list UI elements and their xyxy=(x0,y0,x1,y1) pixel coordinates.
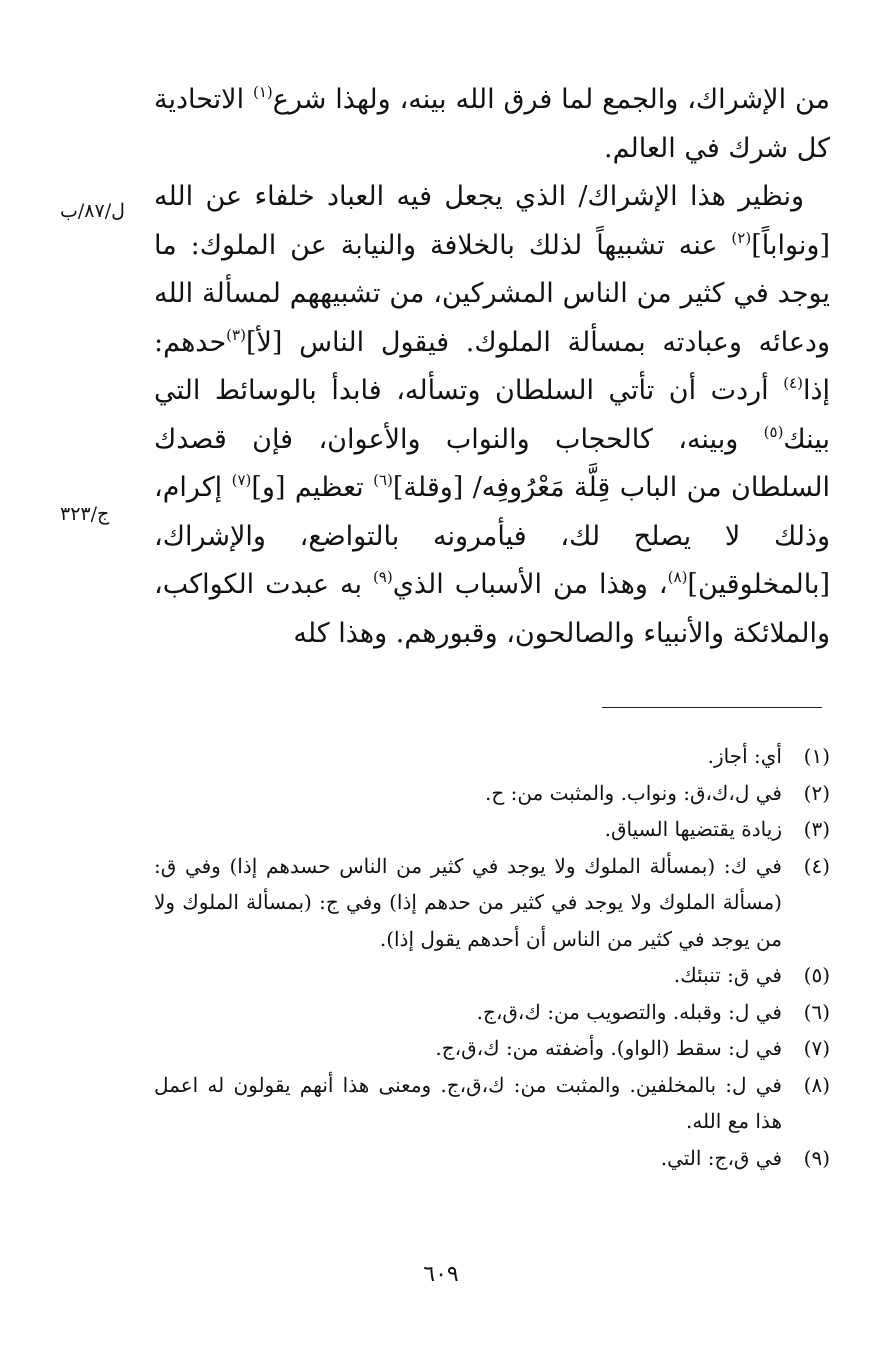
paragraph-2-text-b: عنه تشبيهاً لذلك بالخلافة والنيابة عن الملوك: ما يوجد في كثير من الناس المشركين، من تشبيههم لمسألة الله ودعائه وعبادته بمسألة الملوك. فيقول الناس [لأ] xyxy=(154,229,830,358)
footnote-marker-8[interactable]: (٨) xyxy=(667,568,688,586)
footnote-number: (٩) xyxy=(803,1145,830,1170)
footnote-separator xyxy=(602,707,822,708)
footnote-text: أي: أجاز. xyxy=(707,744,782,768)
footnote-item xyxy=(154,957,830,994)
footnote-number: (٣) xyxy=(803,817,830,841)
footnote-marker-6[interactable]: (٦) xyxy=(373,471,393,489)
footnote-item xyxy=(154,775,830,812)
footnote-item xyxy=(154,1140,830,1177)
footnote-number: (٧) xyxy=(803,1036,830,1060)
footnote-number: (٨) xyxy=(803,1072,830,1097)
footnote-item xyxy=(154,738,830,775)
paragraph-2-text-h: ، وهذا من الأسباب الذي xyxy=(392,569,668,600)
footnote-marker-1[interactable]: (١) xyxy=(252,83,273,101)
paragraph-2-text-i: به عبدت الكواكب، والملائكة والأنبياء والصالحون، وقبورهم. وهذا كله xyxy=(154,569,830,649)
footnote-text: في ك: (بمسألة الملوك ولا يوجد في كثير من الناس حسدهم إذا) وفي ق: (مسألة الملوك ولا يوجد في كثير من حدهم إذا) وفي ج: (بمسألة الملوك ولا من يوجد في كثير من الناس أن أحدهم يقول إذا). xyxy=(154,853,782,951)
footnote-number: (٤) xyxy=(803,853,830,878)
paragraph-2-text-a: ونظير هذا الإشراك/ الذي يجعل فيه العباد خلفاء عن الله [ونواباً] xyxy=(154,181,830,261)
paragraph-2-text-d: أردت أن تأتي السلطان وتسأله، فابدأ بالوسائط التي بينك xyxy=(154,375,830,455)
footnote-text: في ق،ج: التي. xyxy=(660,1145,782,1170)
margin-reference-manuscript-j: ج/٣٢٣ xyxy=(60,503,110,525)
main-text xyxy=(154,76,830,658)
paragraph-2-text-g: إكرام، وذلك لا يصلح لك، فيأمرونه بالتواضع، والإشراك، [بالمخلوقين] xyxy=(154,472,830,600)
footnote-item xyxy=(154,994,830,1031)
footnote-marker-4[interactable]: (٤) xyxy=(783,374,803,392)
paragraph-2-text-e: وبينه، كالحجاب والنواب والأعوان، فإن قصدك السلطان من الباب قِلَّة مَعْرُوفِه/ [وقلة] xyxy=(154,423,831,503)
footnote-number: (١) xyxy=(803,744,830,768)
footnote-text: زيادة يقتضيها السياق. xyxy=(604,817,782,841)
footnote-marker-2[interactable]: (٢) xyxy=(731,228,752,247)
footnote-number: (٦) xyxy=(803,999,830,1024)
paragraph-2 xyxy=(154,173,830,658)
footnote-number: (٥) xyxy=(803,963,830,987)
footnote-item xyxy=(154,811,830,848)
page-number: ٦٠٩ xyxy=(423,1262,459,1287)
footnote-item xyxy=(154,848,830,958)
footnote-item xyxy=(154,1030,830,1067)
paragraph-1 xyxy=(154,76,830,173)
paragraph-1-text-a: من الإشراك، والجمع لما فرق الله بينه، ولهذا شرع xyxy=(272,84,830,115)
footnote-text: في ل: بالمخلفين. والمثبت من: ك،ق،ج. ومعنى هذا أنهم يقولون له اعمل هذا مع الله. xyxy=(154,1072,782,1133)
footnote-marker-3[interactable]: (٣) xyxy=(226,325,246,344)
margin-reference-manuscript-l: ل/٨٧/ب xyxy=(60,200,125,222)
paragraph-2-text-c: حدهم: إذا xyxy=(154,326,830,406)
footnote-text: في ل: سقط (الواو). وأضفته من: ك،ق،ج. xyxy=(435,1036,782,1060)
footnote-text: في ل،ك،ق: ونواب. والمثبت من: ح. xyxy=(484,780,782,805)
footnote-number: (٢) xyxy=(803,780,830,805)
footnote-text: في ق: تنبئك. xyxy=(673,963,782,987)
footnote-marker-7[interactable]: (٧) xyxy=(231,471,252,489)
footnote-text: في ل: وقبله. والتصويب من: ك،ق،ج. xyxy=(476,999,782,1024)
paragraph-2-text-f: تعظيم [و] xyxy=(251,472,374,503)
footnote-marker-9[interactable]: (٩) xyxy=(372,568,393,586)
footnotes-list xyxy=(154,738,830,1176)
footnote-item xyxy=(154,1067,830,1140)
footnote-marker-5[interactable]: (٥) xyxy=(763,422,784,441)
paragraph-1-text-b: الاتحادية كل شرك في العالم. xyxy=(154,84,830,164)
